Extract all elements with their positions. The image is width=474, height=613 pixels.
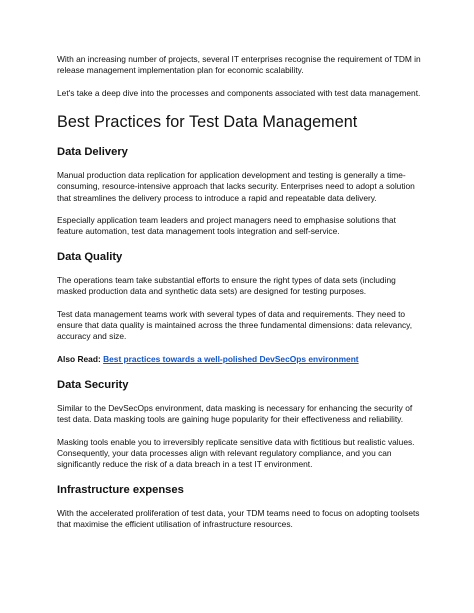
intro-paragraph-1: With an increasing number of projects, several IT enterprises recognise the requirement of TDM in release management implementation plan for economic scalability. bbox=[57, 54, 421, 76]
data-quality-paragraph-2: Test data management teams work with several types of data and requirements. They need to ensure that data quality is maintained across the three fundamental dimensions: data relevancy, accuracy and size. bbox=[57, 309, 413, 342]
data-security-paragraph-2: Masking tools enable you to irreversibly replicate sensitive data with fictitious but realistic values. Consequently, your data processes align with relevant regulatory compliance, and you can significantly reduce the risk of a data breach in a test IT environment. bbox=[57, 436, 415, 470]
intro-paragraph-2: Let's take a deep dive into the processes and components associated with test data management. bbox=[57, 87, 421, 98]
section-heading-data-security: Data Security bbox=[57, 378, 129, 391]
infrastructure-expenses-paragraph-1: With the accelerated proliferation of test data, your TDM teams need to focus on adopting toolsets that maximise the efficient utilisation of infrastructure resources. bbox=[57, 507, 420, 530]
data-delivery-paragraph-2: Especially application team leaders and project managers need to emphasise solutions that feature automation, test data management tools integration and self-service. bbox=[57, 215, 396, 237]
main-heading: Best Practices for Test Data Management bbox=[57, 112, 358, 131]
data-delivery-paragraph-1: Manual production data replication for application development and testing is generally a time-consuming, resource-intensive approach that lacks security. Enterprises need to adopt a solution that streamlines the delivery process to introduce a rapid and repeatable data delivery. bbox=[57, 170, 415, 203]
also-read-line bbox=[57, 354, 422, 365]
data-quality-paragraph-1: The operations team take substantial efforts to ensure the right types of data sets (including masked production data and synthetic data sets) are designed for testing purposes. bbox=[57, 275, 396, 297]
document-page bbox=[57, 54, 422, 530]
data-security-paragraph-1: Similar to the DevSecOps environment, data masking is necessary for enhancing the security of test data. Data masking tools are gaining huge popularity for their effectiveness and reliability. bbox=[57, 402, 413, 425]
also-read-link[interactable]: Best practices towards a well-polished DevSecOps environment bbox=[103, 354, 359, 365]
section-heading-data-quality: Data Quality bbox=[57, 251, 123, 264]
section-heading-infrastructure-expenses: Infrastructure expenses bbox=[57, 483, 184, 496]
also-read-label: Also Read: bbox=[57, 354, 101, 365]
section-heading-data-delivery: Data Delivery bbox=[57, 146, 128, 159]
